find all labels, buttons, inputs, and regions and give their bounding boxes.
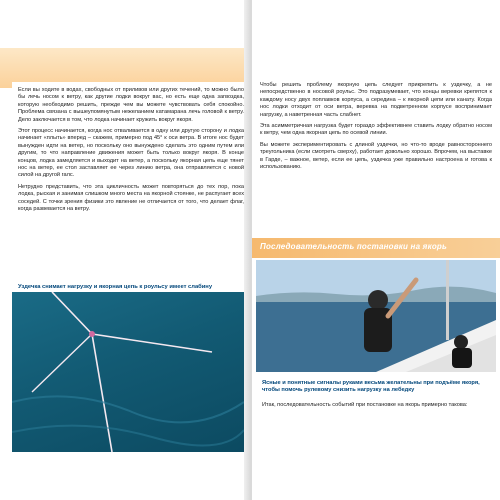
closing-text [262, 402, 488, 409]
boat-deck-illustration [256, 260, 496, 372]
left-photo-caption: Уздечка снимает нагрузку и якорная цепь к роульсу имеет слабину [18, 284, 213, 290]
right-paragraph-1: Чтобы решить проблему якорную цепь следует прикрепить к уздечку, а не непосредственно в носовой роульс. Это подразумевает, что концы веревки крепятся к каждому носу двух поплавков корпуса, а середина – к якорной цепи или канату. Когда нос лодки отходит от оси ветра, веревка на подветренном корпусе воспринимает нагрузку, а наветренная часть слабнет. [260, 82, 492, 118]
left-paragraph-1: Если вы ходите в водах, свободных от приливов или других течений, то можно было бы лечь носом к ветру, как другие лодки вокруг вас, но есть еще одна загвоздка, которую необходимо решить, прежде чем вы можете чувствовать себя спокойно. Проблема связана с вышеупомянутым нежеланием катамарана лечь головой к ветру. Дело заключается в том, что лодка начинает кружить вокруг якоря. [18, 87, 244, 123]
bridle-lines-illustration [12, 292, 244, 452]
section-title: Последовательность постановки на якорь [260, 242, 447, 251]
right-photo-caption: Ясные и понятные сигналы руками весьма желательны при подъёме якоря, чтобы помочь рулевому снизить нагрузку на лебедку [262, 380, 480, 394]
right-paragraph-3: Вы можете экспериментировать с длиной уздечки, но что-то вроде равностороннего треугольника (если смотреть сверху), работает довольно хорошо. Впрочем, на выставке в Гарде, – важное, ветер, если ее цепь, уздечка уже правильно настроена и готова к использованию. [260, 141, 492, 171]
left-paragraph-2: Этот процесс начинается, когда нос отваливается в одну или другую сторону и лодка начинает «плыть» вперед – скажем, примерно под 45° к оси ветра. В итоге нос будет вынужден идти на ветер, но поскольку оно вынуждено сделать это одним путем или другим, то что направление движения может быть только вокруг якоря. В конце концов, лодка замедляется и выходит на ветер, а поскольку якорная цепь еще тянет нос на ветер, ее стол заставляет ее через линию ветра, она отправляется с новой силой на другой галс. [18, 128, 244, 179]
anchoring-photo [256, 260, 496, 372]
left-body-text [12, 82, 250, 286]
bridle-photo [12, 292, 244, 452]
right-body-text [260, 82, 492, 175]
closing-paragraph: Итак, последовательность событий при постановке на якорь примерно такова: [262, 402, 468, 408]
left-paragraph-3: Нетрудно представить, что эта цикличность может повторяться до тех пор, пока лодка, рыская и занимая слишком много места на якорной стоянке, не распугает всех соседей. С точки зрения физики это явление не отличается от того, что делает флаг, когда развевается на ветру. [18, 183, 244, 213]
right-paragraph-2: Эта асимметричная нагрузка будет гораздо эффективнее ставить лодку обратно носом к ветру, чем одна якорная цепь по осевой линии. [260, 123, 492, 137]
